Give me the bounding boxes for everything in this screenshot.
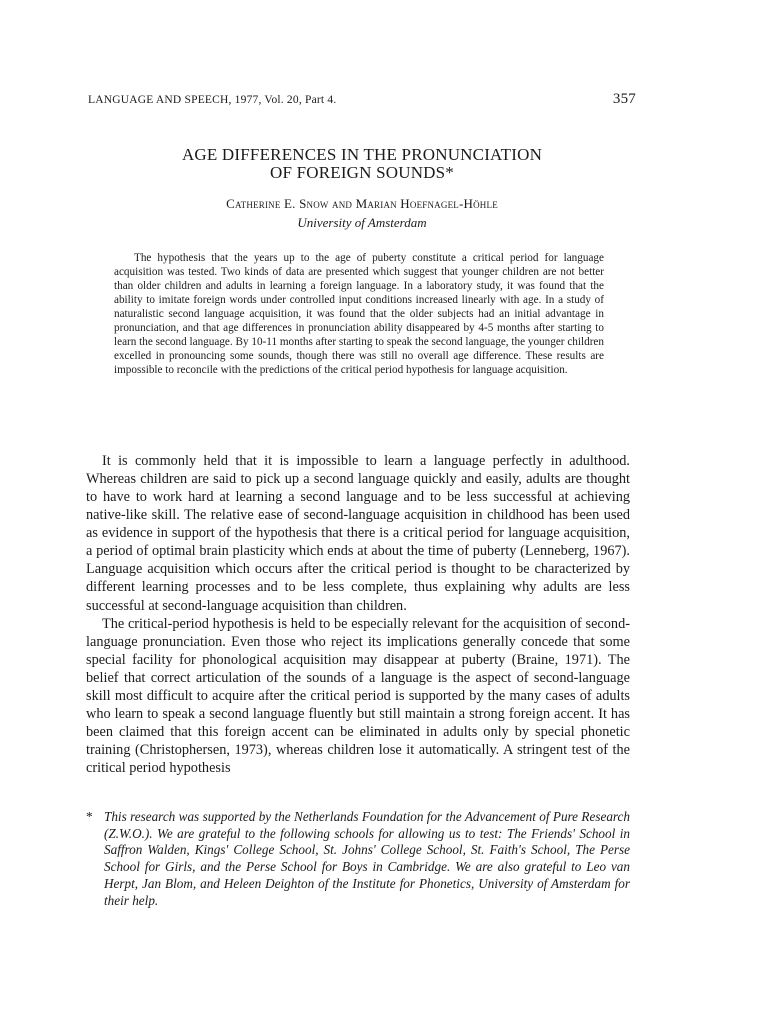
journal-citation: LANGUAGE AND SPEECH, 1977, Vol. 20, Part 4. <box>88 94 337 106</box>
footnote-text: This research was supported by the Netherlands Foundation for the Advancement of Pure Research (Z.W.O.). We are grateful to the following schools for allowing us to test: The Friends' School in Saffron Walden, Kings' College School, St. Johns' College School, St. Faith's School, The Perse School for Girls, and the Perse School for Boys in Cambridge. We are also grateful to Leo van Herpt, Jan Blom, and Heleen Deighton of the Institute for Phonetics, University of Amsterdam for their help. <box>104 809 630 908</box>
page-number: 357 <box>612 91 636 107</box>
article-title-line-2: OF FOREIGN SOUNDS* <box>269 163 455 182</box>
abstract: The hypothesis that the years up to the age of puberty constitute a critical period for language acquisition was tested. Two kinds of data are presented which suggest that younger children are not better than older children and adults in learning a foreign language. In a laboratory study, it was found that the ability to imitate foreign words under controlled input conditions increased linearly with age. In a study of naturalistic second language acquisition, it was found that the older subjects had an initial advantage in pronunciation, and that age differences in pronunciation ability disappeared by 4-5 months after starting to learn the second language. By 10-11 months after starting to speak the second language, the younger children excelled in pronouncing some sounds, though there was still no overall age difference. These results are impossible to reconcile with the predictions of the critical period hypothesis for language acquisition. <box>114 252 604 377</box>
article-title-line-1: AGE DIFFERENCES IN THE PRONUNCIATION <box>181 145 543 164</box>
body-paragraph-1: It is commonly held that it is impossible to learn a language perfectly in adulthood. Whereas children are said to pick up a second language quickly and easily, adults are thought to have to work hard at learning a second language and to be less successful at achieving native-like skill. The relative ease of second-language acquisition in childhood has been used as evidence in support of the hypothesis that there is a critical period for language acquisition, a period of optimal brain plasticity which ends at about the time of puberty (Lenneberg, 1967). Language acquisition which occurs after the critical period is thought to be characterized by different learning processes and to be less complete, thus explaining why adults are less successful at second-language acquisition than children. <box>86 453 630 614</box>
footnote <box>86 809 630 909</box>
body-text <box>86 452 630 777</box>
title-block <box>88 146 636 231</box>
footnote-marker: * <box>86 809 93 824</box>
author-affiliation: University of Amsterdam <box>297 215 427 230</box>
body-paragraph-2: The critical-period hypothesis is held to be especially relevant for the acquisition of second-language pronunciation. Even those who reject its implications generally concede that some special facility for phonological acquisition may disappear at puberty (Braine, 1971). The belief that correct articulation of the sounds of a language is the aspect of second-language skill most difficult to acquire after the critical period is supported by the many cases of adults who learn to speak a second language fluently but still maintain a strong foreign accent. It has been claimed that this foreign accent can be eliminated in adults only by special phonetic training (Christophersen, 1973), whereas children lose it automatically. A stringent test of the critical period hypothesis <box>86 615 630 777</box>
author-names: Catherine E. Snow and Marian Hoefnagel-Höhle <box>226 196 498 211</box>
